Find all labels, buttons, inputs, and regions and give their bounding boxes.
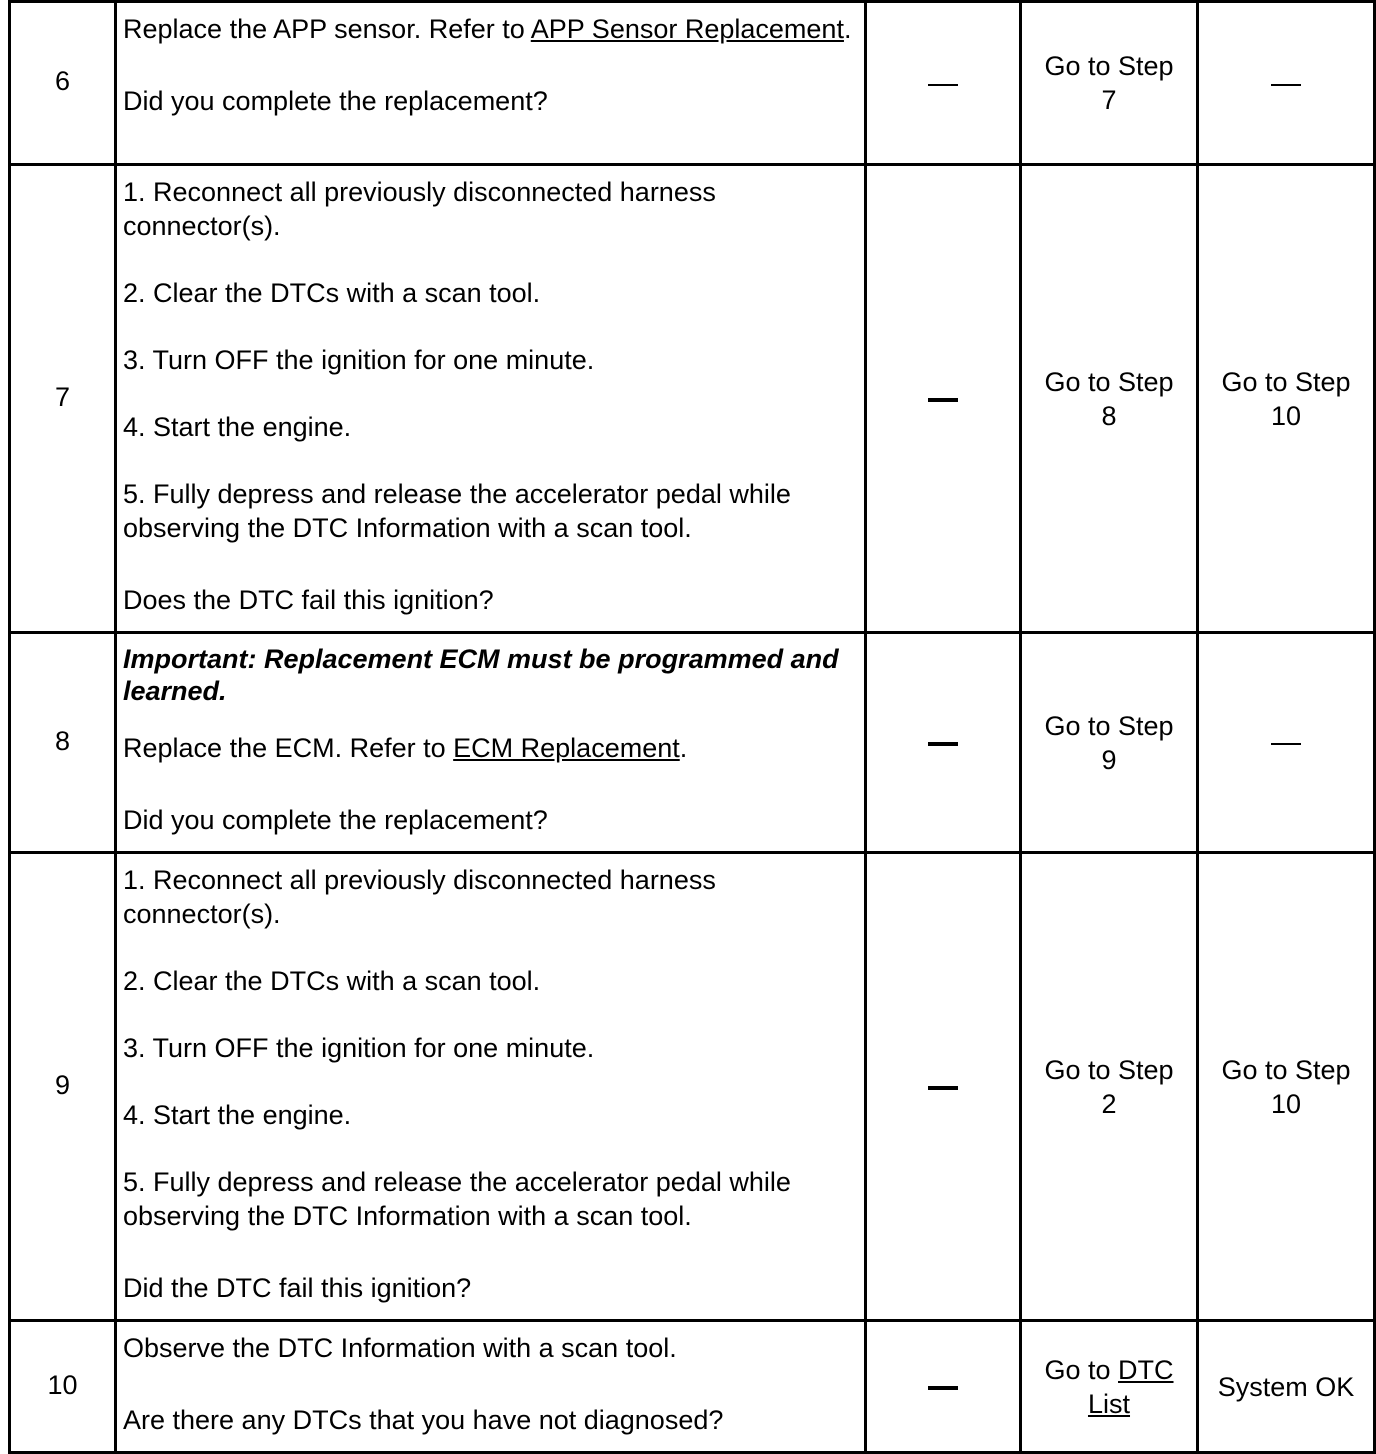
question-text: Does the DTC fail this ignition? xyxy=(123,585,494,615)
action-cell xyxy=(116,165,866,633)
dtc-list-link[interactable]: DTC List xyxy=(1087,1354,1174,1419)
no-cell xyxy=(1198,2,1375,165)
question-text: Did you complete the replacement? xyxy=(123,86,548,116)
action-text: Replace the APP sensor. Refer to APP Sensor Replacement. xyxy=(123,14,852,44)
action-item: 4. Start the engine. xyxy=(123,412,352,442)
step-number: 8 xyxy=(10,633,116,853)
ecm-replacement-link[interactable]: ECM Replacement xyxy=(453,733,680,763)
value-cell xyxy=(866,633,1021,853)
app-sensor-replacement-link[interactable]: APP Sensor Replacement xyxy=(530,14,844,44)
step-number: 6 xyxy=(10,2,116,165)
yes-step-link[interactable]: Go to Step 7 xyxy=(1044,51,1174,115)
important-note: Important: Replacement ECM must be programmed and learned. xyxy=(123,644,839,706)
action-item: 1. Reconnect all previously disconnected harness connector(s). xyxy=(123,865,716,929)
yes-cell xyxy=(1021,853,1198,1321)
question-text: Did you complete the replacement? xyxy=(123,805,548,835)
no-cell xyxy=(1198,853,1375,1321)
action-text: Observe the DTC Information with a scan tool. xyxy=(123,1333,677,1363)
action-cell xyxy=(116,633,866,853)
yes-cell xyxy=(1021,633,1198,853)
diagnostic-table xyxy=(8,0,1376,1454)
action-cell xyxy=(116,853,866,1321)
question-text: Did the DTC fail this ignition? xyxy=(123,1273,472,1303)
step-number: 7 xyxy=(10,165,116,633)
no-cell xyxy=(1198,1321,1375,1453)
action-item: 3. Turn OFF the ignition for one minute. xyxy=(123,345,595,375)
table-row xyxy=(10,2,1375,165)
action-item: 1. Reconnect all previously disconnected harness connector(s). xyxy=(123,177,716,241)
value-cell xyxy=(866,165,1021,633)
dash xyxy=(928,1386,958,1390)
table-row xyxy=(10,633,1375,853)
yes-step-link[interactable]: Go to Step 8 xyxy=(1044,366,1174,431)
dash xyxy=(928,84,958,86)
no-cell xyxy=(1198,165,1375,633)
yes-cell xyxy=(1021,1321,1198,1453)
yes-step-link[interactable]: Go to Step 9 xyxy=(1044,710,1174,775)
action-text: Replace the ECM. Refer to ECM Replacement. xyxy=(123,733,688,763)
action-item: 4. Start the engine. xyxy=(123,1100,352,1130)
dash xyxy=(928,398,958,402)
action-item: 5. Fully depress and release the accelerator pedal while observing the DTC Information with a scan tool. xyxy=(123,479,791,543)
step-number: 9 xyxy=(10,853,116,1321)
no-cell xyxy=(1198,633,1375,853)
system-ok-text: System OK xyxy=(1217,1371,1355,1402)
dash xyxy=(1271,84,1301,86)
action-cell xyxy=(116,1321,866,1453)
action-item: 3. Turn OFF the ignition for one minute. xyxy=(123,1033,595,1063)
yes-step-link[interactable]: Go to Step 2 xyxy=(1044,1054,1174,1119)
question-text: Are there any DTCs that you have not diagnosed? xyxy=(123,1405,724,1435)
yes-cell xyxy=(1021,165,1198,633)
yes-step-text: Go to DTC List xyxy=(1044,1354,1174,1419)
action-cell xyxy=(116,2,866,165)
value-cell xyxy=(866,2,1021,165)
action-item: 2. Clear the DTCs with a scan tool. xyxy=(123,278,541,308)
value-cell xyxy=(866,853,1021,1321)
table-row xyxy=(10,1321,1375,1453)
dash xyxy=(1271,743,1301,745)
action-item: 5. Fully depress and release the accelerator pedal while observing the DTC Information with a scan tool. xyxy=(123,1167,791,1231)
dash xyxy=(928,1086,958,1090)
value-cell xyxy=(866,1321,1021,1453)
dash xyxy=(928,742,958,746)
yes-cell xyxy=(1021,2,1198,165)
no-step-link[interactable]: Go to Step 10 xyxy=(1221,366,1351,431)
table-row xyxy=(10,165,1375,633)
step-number: 10 xyxy=(10,1321,116,1453)
table-row xyxy=(10,853,1375,1321)
no-step-link[interactable]: Go to Step 10 xyxy=(1221,1054,1351,1119)
action-item: 2. Clear the DTCs with a scan tool. xyxy=(123,966,541,996)
